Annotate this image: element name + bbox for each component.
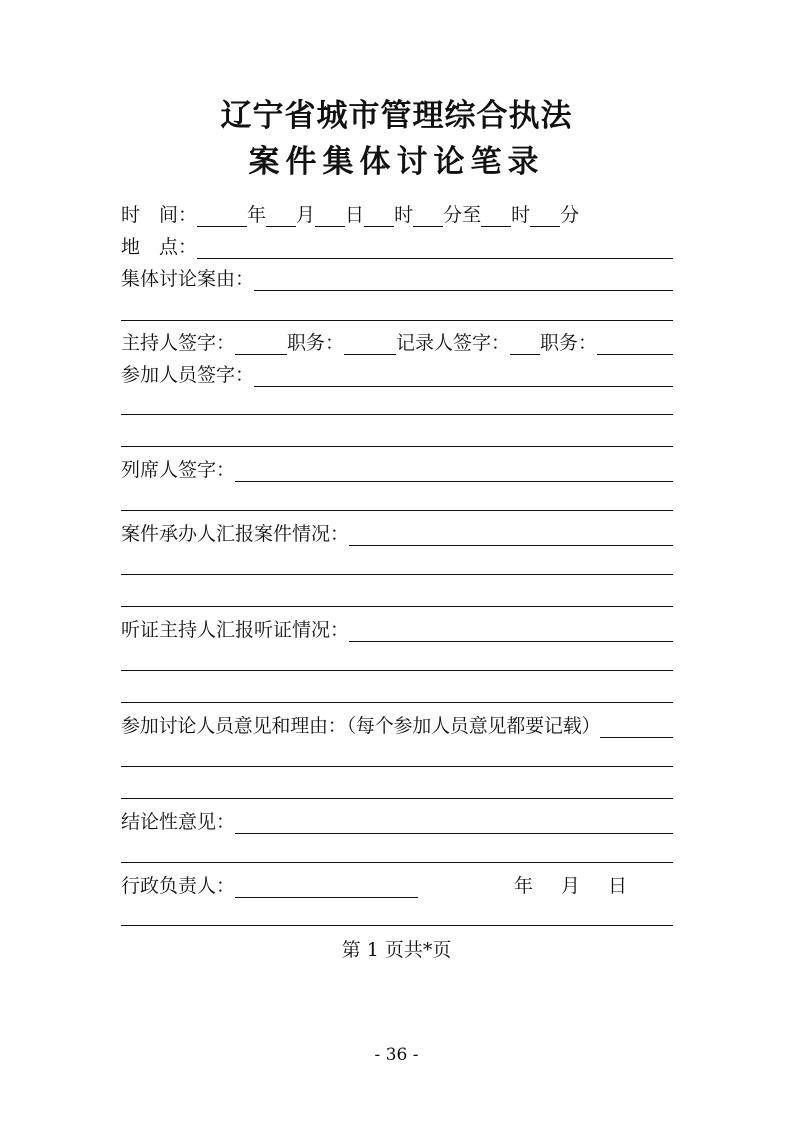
minute-blank[interactable] bbox=[413, 204, 443, 227]
admin-label: 行政负责人： bbox=[121, 875, 236, 897]
form-title-line2: 案件集体讨论笔录 bbox=[248, 144, 545, 180]
hour2-label: 时 bbox=[511, 204, 531, 226]
host-row bbox=[121, 321, 673, 355]
hearing-report-field[interactable] bbox=[349, 619, 673, 642]
host-sign-label: 主持人签字： bbox=[121, 332, 236, 354]
opinions-label: 参加讨论人员意见和理由：（每个参加人员意见都要记载） bbox=[121, 715, 601, 737]
admin-line-2[interactable] bbox=[121, 925, 673, 926]
handler-report-label: 案件承办人汇报案件情况： bbox=[121, 523, 350, 545]
page-count-footer: 第 1 页共*页 bbox=[341, 939, 452, 961]
host-title-label: 职务： bbox=[287, 332, 345, 354]
opinions-field[interactable] bbox=[600, 715, 673, 738]
admin-sign-field[interactable] bbox=[235, 875, 418, 898]
year-label: 年 bbox=[247, 204, 267, 226]
day-label: 日 bbox=[345, 204, 365, 226]
recorder-title-label: 职务： bbox=[540, 332, 598, 354]
conclusion-row bbox=[121, 800, 673, 834]
admin-year-label: 年 bbox=[514, 875, 534, 897]
minute-to-label: 分至 bbox=[443, 204, 482, 226]
reason-row bbox=[121, 257, 673, 291]
recorder-title-field[interactable] bbox=[597, 332, 673, 355]
minute2-label: 分 bbox=[560, 204, 580, 226]
opinions-line-3[interactable] bbox=[121, 798, 673, 799]
admin-row bbox=[121, 864, 673, 898]
opinions-line-2[interactable] bbox=[121, 766, 673, 767]
hearing-report-row bbox=[121, 608, 673, 642]
conclusion-field[interactable] bbox=[235, 811, 673, 834]
handler-report-line-2[interactable] bbox=[121, 574, 673, 575]
location-row bbox=[121, 225, 673, 259]
conclusion-line-2[interactable] bbox=[121, 862, 673, 863]
reason-field[interactable] bbox=[254, 268, 673, 291]
hearing-report-label: 听证主持人汇报听证情况： bbox=[121, 619, 350, 641]
page-number: - 36 - bbox=[374, 1045, 419, 1065]
attendees-label: 列席人签字： bbox=[121, 459, 236, 481]
time-label: 时 间： bbox=[121, 204, 198, 226]
hearing-report-line-2[interactable] bbox=[121, 670, 673, 671]
hour-label: 时 bbox=[394, 204, 414, 226]
hour-blank[interactable] bbox=[364, 204, 394, 227]
year-blank[interactable] bbox=[197, 204, 247, 227]
attendees-row bbox=[121, 448, 673, 482]
attendees-field[interactable] bbox=[235, 459, 673, 482]
opinions-row bbox=[121, 704, 673, 738]
host-sign-field[interactable] bbox=[235, 332, 287, 355]
hearing-report-line-3[interactable] bbox=[121, 702, 673, 703]
minute2-blank[interactable] bbox=[530, 204, 560, 227]
location-label: 地 点： bbox=[121, 236, 198, 258]
recorder-sign-field[interactable] bbox=[510, 332, 540, 355]
time-row bbox=[121, 193, 673, 227]
day-blank[interactable] bbox=[315, 204, 345, 227]
participants-row bbox=[121, 353, 673, 387]
host-title-field[interactable] bbox=[344, 332, 396, 355]
recorder-sign-label: 记录人签字： bbox=[396, 332, 511, 354]
admin-month-label: 月 bbox=[561, 875, 581, 897]
hour2-blank[interactable] bbox=[481, 204, 511, 227]
month-label: 月 bbox=[296, 204, 316, 226]
participants-label: 参加人员签字： bbox=[121, 364, 255, 386]
attendees-line-2[interactable] bbox=[121, 510, 673, 511]
location-field[interactable] bbox=[197, 236, 673, 259]
month-blank[interactable] bbox=[266, 204, 296, 227]
participants-line-3[interactable] bbox=[121, 446, 673, 447]
form-title-line1: 辽宁省城市管理综合执法 bbox=[220, 98, 573, 134]
handler-report-row bbox=[121, 512, 673, 546]
handler-report-line-3[interactable] bbox=[121, 606, 673, 607]
conclusion-label: 结论性意见： bbox=[121, 811, 236, 833]
handler-report-field[interactable] bbox=[349, 523, 673, 546]
participants-field[interactable] bbox=[254, 364, 673, 387]
reason-label: 集体讨论案由： bbox=[121, 268, 255, 290]
participants-line-2[interactable] bbox=[121, 414, 673, 415]
admin-day-label: 日 bbox=[608, 875, 628, 897]
